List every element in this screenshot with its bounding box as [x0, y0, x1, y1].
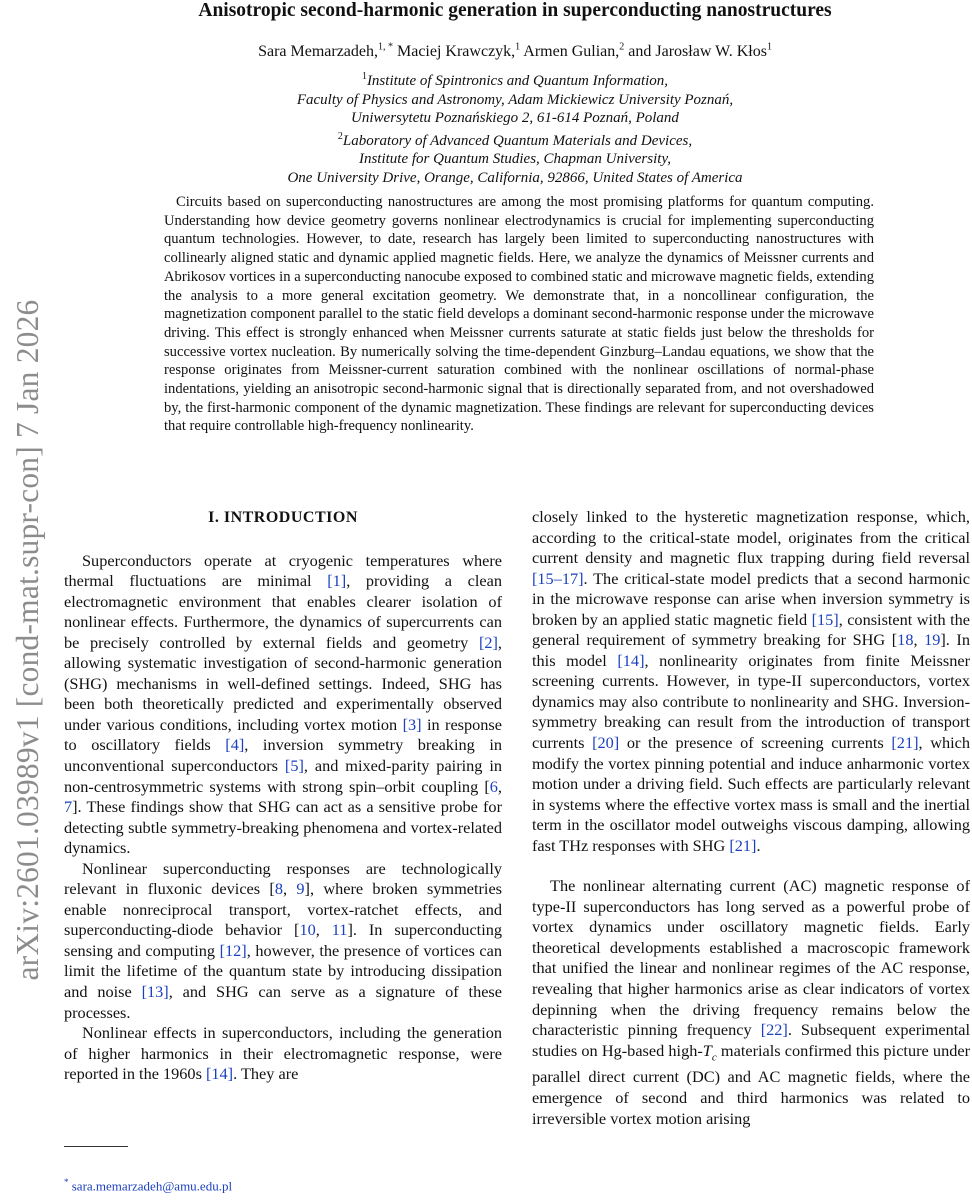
affiliations [110, 68, 920, 188]
affiliation-line: $^2$Laboratory of Advanced Quantum Materials and Devices, [337, 130, 693, 149]
affiliation-line: Faculty of Physics and Astronomy, Adam Mickiewicz University Poznań, [296, 91, 734, 108]
citation-link[interactable]: 11 [331, 920, 348, 940]
citation-link[interactable]: [4] [225, 735, 245, 755]
author-list [110, 42, 920, 61]
abstract: Circuits based on superconducting nanostructures are among the most promising platforms for quantum computing. Understanding how device geometry governs nonlinear electrodynamics is crucial for implementing superconducting quantum technologies. However, to date, research has largely been limited to superconducting nanostructures with collinearly aligned static and dynamic applied magnetic fields. Here, we analyze the dynamics of Meissner currents and Abrikosov vortices in a superconducting nanocube exposed to combined static and microwave magnetic fields, extending the analysis to a more general excitation geometry. We demonstrate that, in a noncollinear configuration, the magnetization component parallel to the static field develops a dominant second-harmonic response under the microwave driving. This effect is strongly enhanced when Meissner currents saturate at static fields just below the thresholds for successive vortex nucleation. By numerically solving the time-dependent Ginzburg–Landau equations, we show that the response originates from Meissner-current saturation combined with the nonlinear oscillations of normal-phase indentations, yielding an anisotropic second-harmonic signal that is directionally separated from, and not overshadowed by, the first-harmonic component of the dynamic magnetization. These findings are relevant for superconducting devices that require controllable high-frequency nonlinearity. [164, 194, 874, 435]
footnote-rule [64, 1146, 128, 1147]
citation-link[interactable]: 6 [489, 776, 498, 796]
citation-link[interactable]: [12] [219, 940, 247, 960]
body-paragraph: The nonlinear alternating current (AC) magnetic response of type-II superconductors has long served as a powerful probe of vortex dynamics under oscillatory magnetic fields. Early theoretical developments established a macroscopic framework that unified the linear and nonlinear regimes of the AC response, revealing that higher harmonics arise as clear indicators of vortex depinning when the driving frequency remains below the characteristic pinning frequency [22]. Subsequent experimental studies on Hg-based high-$T_c$ materials confirmed this picture under parallel direct current (DC) and AC magnetic fields, where the emergence of second and third harmonics was related to irreversible vortex motion arising [532, 876, 970, 1128]
footnote-mark: * [64, 1177, 69, 1187]
citation-link[interactable]: [2] [478, 632, 498, 652]
paper-title: Anisotropic second-harmonic generation in superconducting nanostructures [198, 0, 832, 21]
author: Armen Gulian,$^2$ [523, 42, 625, 61]
author: and Jarosław W. Kłos$^1$ [628, 42, 772, 61]
affiliation-line: Uniwersytetu Poznańskiego 2, 61-614 Poznań, Poland [351, 110, 679, 127]
citation-link[interactable]: 10 [299, 920, 316, 940]
citation-link[interactable]: [20] [592, 733, 620, 753]
citation-link[interactable]: 18 [897, 630, 914, 650]
arxiv-side-stamp: arXiv:2601.03989v1 [cond-mat.supr-con] 7 Jan 2026 [10, 299, 45, 981]
body-paragraph: closely linked to the hysteretic magnetization response, which, according to the critical-state model, originates from the critical current density and magnetic flux trapping during field reversal [15–17]. The critical-state model predicts that a second harmonic in the microwave response can arise when inversion symmetry is broken by an applied static magnetic field [15], consistent with the general requirement of symmetry breaking for SHG [18, 19]. In this model [14], nonlinearity originates from finite Meissner screening currents. However, in type-II superconductors, vortex dynamics may also contribute to nonlinearity and SHG. Inversion-symmetry breaking can result from the introduction of transport currents [20] or the presence of screening currents [21], which modify the vortex pinning potential and induce anharmonic vortex motion under a driving field. Such effects are particularly relevant in systems where the effective vortex mass is small and the inertial term in the oscillator model outweighs viscous damping, allowing fast THz responses with SHG [21]. [532, 507, 971, 855]
footnote [64, 1177, 232, 1194]
citation-link[interactable]: 19 [924, 630, 941, 650]
citation-link[interactable]: [3] [402, 714, 422, 734]
citation-link[interactable]: 7 [64, 797, 73, 817]
section-heading: I. INTRODUCTION [208, 509, 358, 526]
body-paragraph: Nonlinear effects in superconductors, including the generation of higher harmonics in their electromagnetic response, were reported in the 1960s [14]. They are [64, 1023, 502, 1084]
left-column [64, 508, 502, 1085]
citation-link[interactable]: [15–17] [532, 568, 584, 588]
citation-link[interactable]: [15] [811, 609, 839, 629]
citation-link[interactable]: [1] [327, 571, 347, 591]
citation-link[interactable]: 9 [296, 879, 305, 899]
affiliation-line: One University Drive, Orange, California, 92866, United States of America [287, 169, 743, 186]
citation-link[interactable]: [14] [205, 1064, 234, 1084]
author: Maciej Krawczyk,$^1$ [397, 42, 521, 61]
math-symbol: T [702, 1040, 712, 1060]
author: Sara Memarzadeh,$^{1, *}$ [258, 42, 393, 61]
math-subscript: c [711, 1050, 717, 1063]
affiliation-line: $^1$Institute of Spintronics and Quantum Information, [361, 71, 669, 89]
citation-link[interactable]: [21] [729, 835, 757, 855]
citation-link[interactable]: 8 [274, 879, 283, 899]
right-column [532, 507, 970, 1129]
citation-link[interactable]: [14] [617, 650, 645, 670]
citation-link[interactable]: [5] [284, 756, 304, 776]
affiliation-line: Institute for Quantum Studies, Chapman University, [358, 151, 672, 168]
body-paragraph: Nonlinear superconducting responses are technologically relevant in fluxonic devices [8, 9], where broken symmetries enable nonreciprocal transport, vortex-ratchet effects, and superconducting-diode behavior [10, 11]. In superconducting sensing and computing [12], however, the presence of vortices can limit the lifetime of the quantum state by introducing dissipation and noise [13], and SHG can serve as a signature of these processes. [64, 858, 503, 1022]
author-email-link[interactable]: sara.memarzadeh@amu.edu.pl [71, 1178, 233, 1194]
body-paragraph: Superconductors operate at cryogenic temperatures where thermal fluctuations are minimal [1], providing a clean electromagnetic environment that enables clearer isolation of nonlinear effects. Furthermore, the dynamics of supercurrents can be precisely controlled by external fields and geometry [2], allowing systematic investigation of second-harmonic generation (SHG) mechanisms in well-defined settings. Indeed, SHG has been both theoretically predicted and experimentally observed under various conditions, including vortex motion [3] in response to oscillatory fields [4], inversion symmetry breaking in unconventional superconductors [5], and mixed-parity pairing in non-centrosymmetric systems with strong spin–orbit coupling [6, 7]. These findings show that SHG can act as a sensitive probe for detecting subtle symmetry-breaking phenomena and vortex-related dynamics. [64, 550, 502, 858]
citation-link[interactable]: [22] [760, 1020, 788, 1040]
citation-link[interactable]: [21] [891, 733, 919, 753]
citation-link[interactable]: [13] [141, 982, 169, 1002]
